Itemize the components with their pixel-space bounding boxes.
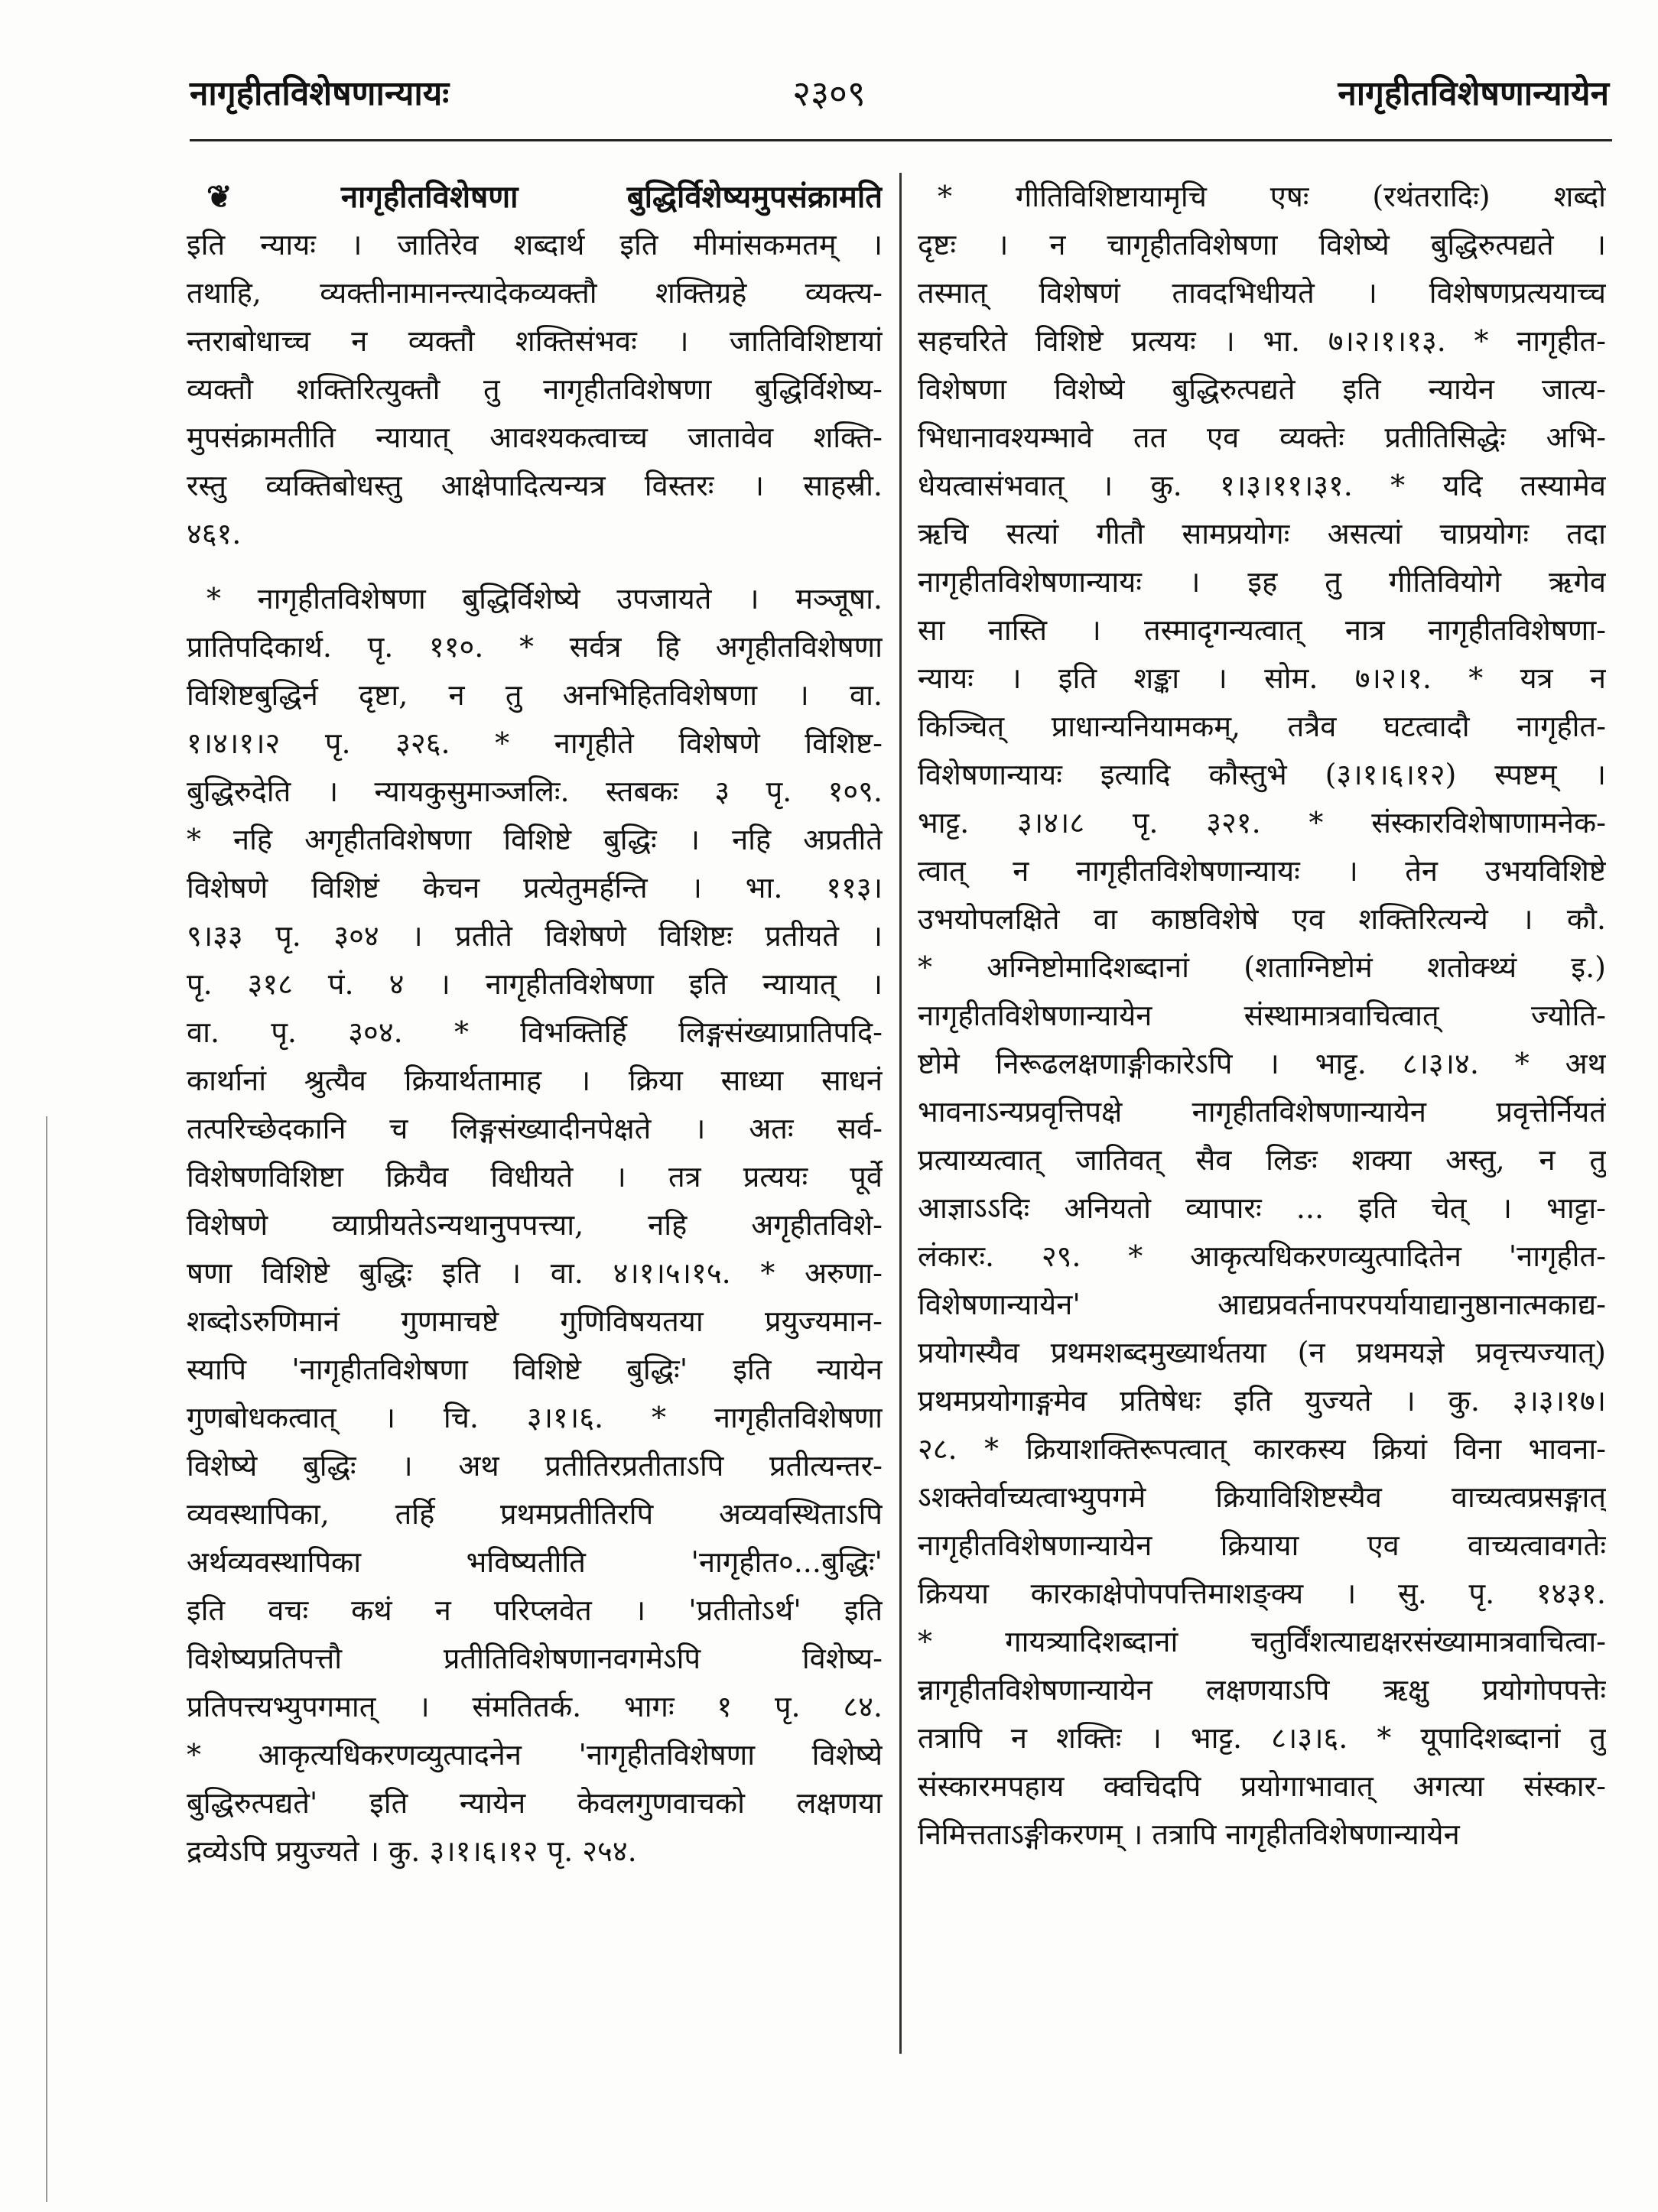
- text-line: क्रियया कारकाक्षेपोपपत्तिमाशङ्क्य । सु. पृ. १४३१.: [918, 1577, 1606, 1610]
- right-column: [918, 173, 1606, 1859]
- text-line: भाट्ट. ३।४।८ पृ. ३२१. * संस्कारविशेषाणामनेक-: [918, 806, 1606, 840]
- text-line: ऽशक्तेर्वाच्यत्वाभ्युपगमे क्रियाविशिष्टस्यैव वाच्यत्वप्रसङ्गात्: [918, 1480, 1606, 1514]
- text-line: धेयत्वासंभवात् । कु. १।३।११।३१. * यदि तस्यामेव: [918, 469, 1606, 502]
- text-line: ४६१.: [187, 517, 242, 551]
- text-line: प्रथमप्रयोगाङ्गमेव प्रतिषेधः इति युज्यते । कु. ३।३।१७।: [918, 1384, 1606, 1418]
- text-line: नागृहीतविशेषणान्यायेन संस्थामात्रवाचित्वात् ज्योति-: [918, 999, 1606, 1032]
- header-rule: [190, 139, 1612, 141]
- text-line: किञ्चित् प्राधान्यनियामकम्, तत्रैव घटत्वादौ नागृहीत-: [918, 710, 1606, 743]
- text-line: स्यापि 'नागृहीतविशेषणा विशिष्टे बुद्धिः' इति न्यायेन: [187, 1353, 883, 1386]
- text-line: * नहि अगृहीतविशेषणा विशिष्टे बुद्धिः । नहि अप्रतीते: [187, 823, 883, 856]
- text-line: वा. पृ. ३०४. * विभक्तिर्हि लिङ्गसंख्याप्रातिपदि-: [187, 1015, 883, 1049]
- text-line: बुद्धिरुदेति । न्यायकुसुमाञ्जलिः. स्तबकः ३ पृ. १०९.: [187, 775, 883, 808]
- text-line: * गीतिविशिष्टायामृचि एषः (रथंतरादिः) शब्दो: [938, 180, 1606, 213]
- header-left-title: नागृहीतविशेषणान्यायः: [190, 74, 450, 113]
- text-line: न्यायः । इति शङ्का । सोम. ७।२।१. * यत्र न: [918, 661, 1606, 695]
- text-line: व्यवस्थापिका, तर्हि प्रथमप्रतीतिरपि अव्यवस्थिताऽपि: [187, 1497, 883, 1531]
- text-line: आज्ञाऽऽदिः अनियतो व्यापारः ... इति चेत् । भाट्टा-: [918, 1191, 1606, 1225]
- page-number: २३०९: [792, 73, 866, 114]
- text-line: इति वचः कथं न परिप्लवेत । 'प्रतीतोऽर्थ' इति: [187, 1593, 883, 1627]
- scan-edge-line: [46, 1116, 47, 2202]
- text-line: शब्दोऽरुणिमानं गुणमाचष्टे गुणिविषयतया प्रयुज्यमान-: [187, 1304, 883, 1338]
- text-line: विशेष्यप्रतिपत्तौ प्रतीतिविशेषणानवगमेऽपि विशेष्य-: [187, 1642, 883, 1675]
- text-line: भावनाऽन्यप्रवृत्तिपक्षे नागृहीतविशेषणान्यायेन प्रवृत्तेर्नियतं: [918, 1095, 1606, 1129]
- text-line: विशेषणे व्याप्रीयतेऽन्यथानुपपत्त्या, नहि अगृहीतविशे-: [187, 1208, 883, 1242]
- text-line: नागृहीतविशेषणान्यायः । इह तु गीतिवियोगे ऋगेव: [918, 565, 1606, 599]
- text-line: गुणबोधकत्वात् । चि. ३।१।६. * नागृहीतविशेषणा: [187, 1401, 883, 1434]
- text-line: सा नास्ति । तस्मादृगन्यत्वात् नात्र नागृहीतविशेषणा-: [918, 613, 1606, 647]
- text-line: बुद्धिरुत्पद्यते' इति न्यायेन केवलगुणवाचको लक्षणया: [187, 1786, 883, 1820]
- text-line: त्वात् न नागृहीतविशेषणान्यायः । तेन उभयविशिष्टे: [918, 854, 1606, 888]
- text-line: दृष्टः । न चागृहीतविशेषणा विशेष्ये बुद्धिरुत्पद्यते ।: [918, 228, 1606, 261]
- text-line: विशेष्ये बुद्धिः । अथ प्रतीतिरप्रतीताऽपि प्रतीत्यन्तर-: [187, 1449, 883, 1483]
- column-divider: [899, 173, 902, 2054]
- text-line: उभयोपलक्षिते वा काष्ठविशेषे एव शक्तिरित्यन्ये । कौ.: [918, 902, 1606, 936]
- text-line: * नागृहीतविशेषणा बुद्धिर्विशेष्ये उपजायते । मञ्जूषा.: [206, 582, 883, 616]
- text-line: न्तराबोधाच्च न व्यक्तौ शक्तिसंभवः । जातिविशिष्टायां: [187, 324, 883, 358]
- text-line: प्रत्याय्यत्वात् जातिवत् सैव लिङः शक्या अस्तु, न तु: [918, 1143, 1606, 1177]
- text-line: सहचरिते विशिष्टे प्रत्ययः । भा. ७।२।१।१३. * नागृहीत-: [918, 324, 1606, 358]
- text-line: द्रव्येऽपि प्रयुज्यते । कु. ३।१।६।१२ पृ. २५४.: [187, 1834, 637, 1868]
- text-line: व्यक्तौ शक्तिरित्युक्तौ तु नागृहीतविशेषणा बुद्धिर्विशेष्य-: [187, 372, 883, 406]
- text-line: तथाहि, व्यक्तीनामानन्त्यादेकव्यक्तौ शक्तिग्रहे व्यक्त्य-: [187, 276, 883, 310]
- text-line: लंकारः. २९. * आकृत्यधिकरणव्युत्पादितेन 'नागृहीत-: [918, 1239, 1606, 1273]
- text-line: २८. * क्रियाशक्तिरूपत्वात् कारकस्य क्रियां विना भावना-: [918, 1432, 1606, 1466]
- text-line: * अग्निष्टोमादिशब्दानां (शताग्निष्टोमं शतोक्थ्यं इ.): [918, 950, 1606, 984]
- text-line: भिधानावश्यम्भावे तत एव व्यक्तेः प्रतीतिसिद्धेः अभि-: [918, 421, 1606, 454]
- text-line: विशेषणे विशिष्टं केचन प्रत्येतुमर्हन्ति । भा. ११३।: [187, 871, 883, 905]
- text-line: विशेषणा विशेष्ये बुद्धिरुत्पद्यते इति न्यायेन जात्य-: [918, 372, 1606, 406]
- text-line: प्रयोगस्यैव प्रथमशब्दमुख्यार्थतया (न प्रथमयज्ञे प्रवृत्त्यज्यात्): [918, 1336, 1606, 1369]
- text-line: न्नागृहीतविशेषणान्यायेन लक्षणयाऽपि ऋक्षु प्रयोगोपपत्तेः: [918, 1673, 1606, 1707]
- text-line: षणा विशिष्टे बुद्धिः इति । वा. ४।१।५।१५. * अरुणा-: [187, 1256, 883, 1290]
- text-line: ष्टोमे निरूढलक्षणाङ्गीकारेऽपि । भाट्ट. ८।३।४. * अथ: [918, 1047, 1606, 1080]
- running-header: [0, 69, 1658, 138]
- text-line: प्रतिपत्त्यभ्युपगमात् । संमतितर्क. भागः १ पृ. ८४.: [187, 1690, 883, 1723]
- text-line: इति न्यायः । जातिरेव शब्दार्थ इति मीमांसकमतम् ।: [187, 228, 883, 261]
- text-line: ❦ नागृहीतविशेषणा बुद्धिर्विशेष्यमुपसंक्रामति: [206, 179, 883, 215]
- left-column: [187, 173, 883, 1876]
- text-line: रस्तु व्यक्तिबोधस्तु आक्षेपादित्यन्यत्र विस्तरः । साहस्री.: [187, 469, 883, 502]
- text-line: * आकृत्यधिकरणव्युत्पादनेन 'नागृहीतविशेषणा विशेष्ये: [187, 1738, 883, 1772]
- text-line: निमित्तताऽङ्गीकरणम् । तत्रापि नागृहीतविशेषणान्यायेन: [918, 1817, 1460, 1851]
- text-line: * गायत्र्यादिशब्दानां चतुर्विंशत्याद्यक्षरसंख्यामात्रवाचित्वा-: [918, 1625, 1606, 1658]
- text-line: ऋचि सत्यां गीतौ सामप्रयोगः असत्यां चाप्रयोगः तदा: [918, 517, 1606, 551]
- text-line: विशिष्टबुद्धिर्न दृष्टा, न तु अनभिहितविशेषणा । वा.: [187, 678, 883, 712]
- text-line: तत्रापि न शक्तिः । भाट्ट. ८।३।६. * यूपादिशब्दानां तु: [918, 1721, 1606, 1755]
- text-line: विशेषणान्यायेन' आद्यप्रवर्तनापरपर्यायाद्यानुष्ठानात्मकाद्य-: [918, 1288, 1606, 1321]
- text-line: तस्मात् विशेषणं तावदभिधीयते । विशेषणप्रत्ययाच्च: [918, 276, 1606, 310]
- text-line: ९।३३ पृ. ३०४ । प्रतीते विशेषणे विशिष्टः प्रतीयते ।: [187, 919, 883, 953]
- text-line: संस्कारमपहाय क्वचिदपि प्रयोगाभावात् अगत्या संस्कार-: [918, 1769, 1606, 1803]
- text-line: मुपसंक्रामतीति न्यायात् आवश्यकत्वाच्च जातावेव शक्ति-: [187, 421, 883, 454]
- text-line: प्रातिपदिकार्थ. पृ. ११०. * सर्वत्र हि अगृहीतविशेषणा: [187, 630, 883, 664]
- text-line: पृ. ३१८ पं. ४ । नागृहीतविशेषणा इति न्यायात् ।: [187, 967, 883, 1001]
- text-line: नागृहीतविशेषणान्यायेन क्रियाया एव वाच्यत्वावगतेः: [918, 1528, 1606, 1562]
- text-line: विशेषणान्यायः इत्यादि कौस्तुभे (३।१।६।१२) स्पष्टम् ।: [918, 758, 1606, 791]
- text-line: तत्परिच्छेदकानि च लिङ्गसंख्यादीनपेक्षते । अतः सर्व-: [187, 1112, 883, 1145]
- header-right-title: नागृहीतविशेषणान्यायेन: [1338, 74, 1609, 113]
- text-line: कार्थानां श्रुत्यैव क्रियार्थतामाह । क्रिया साध्या साधनं: [187, 1064, 883, 1097]
- text-line: विशेषणविशिष्टा क्रियैव विधीयते । तत्र प्रत्ययः पूर्वे: [187, 1160, 883, 1194]
- text-line: १।४।१।२ पृ. ३२६. * नागृहीते विशेषणे विशिष्ट-: [187, 726, 883, 760]
- text-line: अर्थव्यवस्थापिका भविष्यतीति 'नागृहीत०...बुद्धिः': [187, 1545, 883, 1579]
